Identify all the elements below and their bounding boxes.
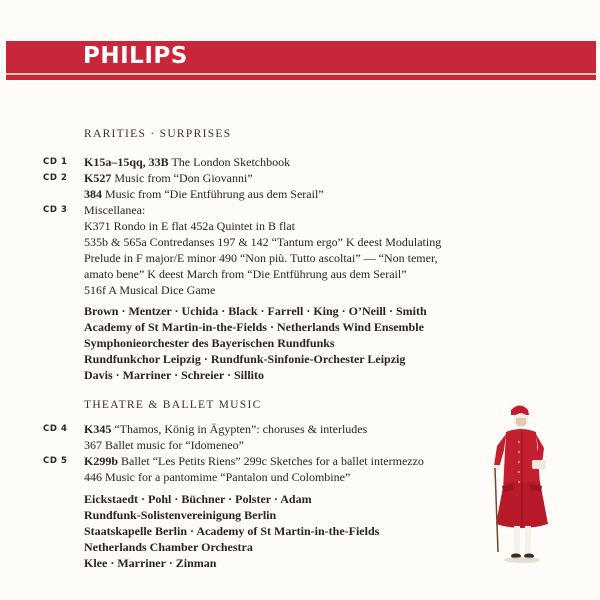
performer-line: Klee · Marriner · Zinman — [84, 556, 217, 570]
performer-line: Netherlands Chamber Orchestra — [84, 540, 253, 554]
catalogue-number: K15a–15qq, 33B — [84, 155, 169, 169]
track-line — [84, 421, 367, 437]
performer-line: Symphonieorchester des Bayerischen Rundfunks — [84, 336, 335, 350]
cd-label: CD 4 — [43, 424, 68, 434]
track-title: Miscellanea: — [84, 203, 146, 217]
performer-line: Academy of St Martin-in-the-Fields · Netherlands Wind Ensemble — [84, 320, 424, 334]
cd-label: CD 3 — [43, 205, 68, 215]
track-title: The London Sketchbook — [168, 155, 291, 169]
red-coat-figure-illustration — [484, 402, 554, 572]
track-line: K371 Rondo in E flat 452a Quintet in B flat — [84, 219, 295, 233]
track-line — [84, 202, 145, 218]
track-title: Music from “Don Giovanni” — [111, 171, 253, 185]
catalogue-number: 384 — [84, 187, 102, 201]
track-line: 446 Music for a pantomime “Pantalon und Colombine” — [84, 470, 351, 484]
track-line — [84, 453, 424, 469]
track-line: 367 Ballet music for “Idomeneo” — [84, 438, 244, 452]
performer-line: Brown · Mentzer · Uchida · Black · Farrell · King · O’Neill · Smith — [84, 304, 427, 318]
track-line — [84, 186, 324, 202]
track-line: Prelude in F major/E minor 490 “Non più. Tutto ascoltai” — “Non temer, — [84, 251, 438, 265]
performer-line: Davis · Marriner · Schreier · Sillito — [84, 368, 264, 382]
catalogue-number: K527 — [84, 171, 112, 185]
performer-line: Rundfunkchor Leipzig · Rundfunk-Sinfonie-Orchester Leipzig — [84, 352, 406, 366]
performer-line: Staatskapelle Berlin · Academy of St Martin-in-the-Fields — [84, 524, 380, 538]
track-line — [84, 154, 290, 170]
track-line: 516f A Musical Dice Game — [84, 283, 216, 297]
banner-stripe — [6, 73, 596, 75]
track-line — [84, 170, 253, 186]
section-heading-rarities: RARITIES · SURPRISES — [84, 128, 232, 140]
cd-label: CD 5 — [43, 456, 68, 466]
cd-label: CD 2 — [43, 173, 68, 183]
cd-label: CD 1 — [43, 157, 68, 167]
catalogue-number: K299b — [84, 454, 119, 468]
track-line: amato bene” K deest March from “Die Entführung aus dem Serail” — [84, 267, 407, 281]
catalogue-number: K345 — [84, 422, 112, 436]
track-title: Ballet “Les Petits Riens” 299c Sketches for a ballet intermezzo — [118, 454, 424, 468]
section-heading-theatre: THEATRE & BALLET MUSIC — [84, 399, 262, 411]
track-title: Music from “Die Entführung aus dem Serail” — [102, 187, 324, 201]
performer-line: Rundfunk-Solistenvereinigung Berlin — [84, 508, 277, 522]
performer-line: Eickstaedt · Pohl · Büchner · Polster · Adam — [84, 492, 312, 506]
track-title: “Thamos, König in Ägypten”: choruses & interludes — [111, 422, 368, 436]
track-line: 535b & 565a Contredanses 197 & 142 “Tantum ergo” K deest Modulating — [84, 235, 442, 249]
philips-logo: PHILIPS — [83, 43, 188, 69]
